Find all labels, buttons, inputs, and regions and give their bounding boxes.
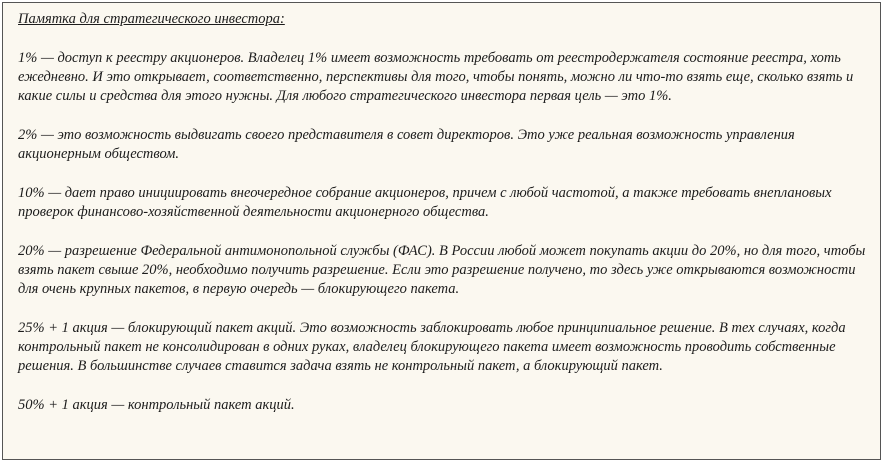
memo-box (2, 2, 881, 460)
memo-paragraph-25pct: 25% + 1 акция — блокирующий пакет акций. Это возможность заблокировать любое принципиальное решение. В тех случаях, когда контрольный пакет не консолидирован в одних руках, владелец блокирующего пакета имеет возможность проводить собственные решения. В большинстве случаев ставится задача взять не контрольный пакет, а блокирующий пакет. (18, 319, 846, 375)
memo-paragraph-2pct: 2% — это возможность выдвигать своего представителя в совет директоров. Это уже реальная возможность управления акционерным обществом. (18, 126, 795, 163)
memo-paragraph-50pct: 50% + 1 акция — контрольный пакет акций. (18, 396, 295, 413)
memo-paragraph-20pct: 20% — разрешение Федеральной антимонопольной службы (ФАС). В России любой может покупать акции до 20%, но для того, чтобы взять пакет свыше 20%, необходимо получить разрешение. Если это разрешение получено, то здесь уже открываются возможности для очень крупных пакетов, в первую очередь — блокирующего пакета. (18, 242, 866, 298)
memo-title: Памятка для стратегического инвестора: (18, 11, 285, 27)
memo-paragraph-1pct: 1% — доступ к реестру акционеров. Владелец 1% имеет возможность требовать от реестродержателя состояние реестра, хоть ежедневно. И это открывает, соответственно, перспективы для того, чтобы понять, можно ли что-то взять еще, сколько взять и какие силы и средства для этого нужны. Для любого стратегического инвестора первая цель — это 1%. (18, 49, 854, 105)
memo-content (18, 10, 870, 415)
memo-paragraph-10pct: 10% — дает право инициировать внеочередное собрание акционеров, причем с любой частотой, а также требовать внеплановых проверок финансово-хозяйственной деятельности акционерного общества. (18, 184, 832, 220)
